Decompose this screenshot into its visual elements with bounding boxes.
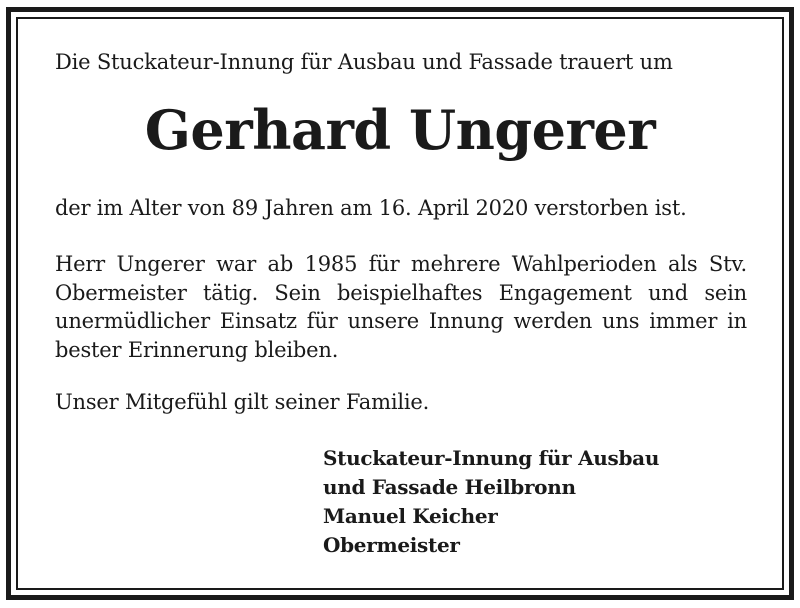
signature-block [323, 444, 659, 560]
signature-person: Manuel Keicher [323, 504, 498, 528]
condolence-line: Unser Mitgefühl gilt seiner Familie. [55, 390, 430, 414]
signature-location: und Fassade Heilbronn [323, 475, 576, 499]
deceased-name: Gerhard Ungerer [144, 98, 656, 162]
death-line: der im Alter von 89 Jahren am 16. April 2020 verstorben ist. [55, 196, 687, 220]
signature-organization: Stuckateur-Innung für Ausbau [323, 446, 660, 470]
signature-title: Obermeister [323, 533, 460, 557]
tribute-paragraph: Herr Ungerer war ab 1985 für mehrere Wahlperioden als Stv. Obermeister tätig. Sein beispielhaftes Engagement und sein unermüdlicher Einsatz für unsere Innung werden uns immer in bester Erinnerung bleiben. [55, 252, 747, 362]
intro-line: Die Stuckateur-Innung für Ausbau und Fassade trauert um [55, 50, 673, 74]
